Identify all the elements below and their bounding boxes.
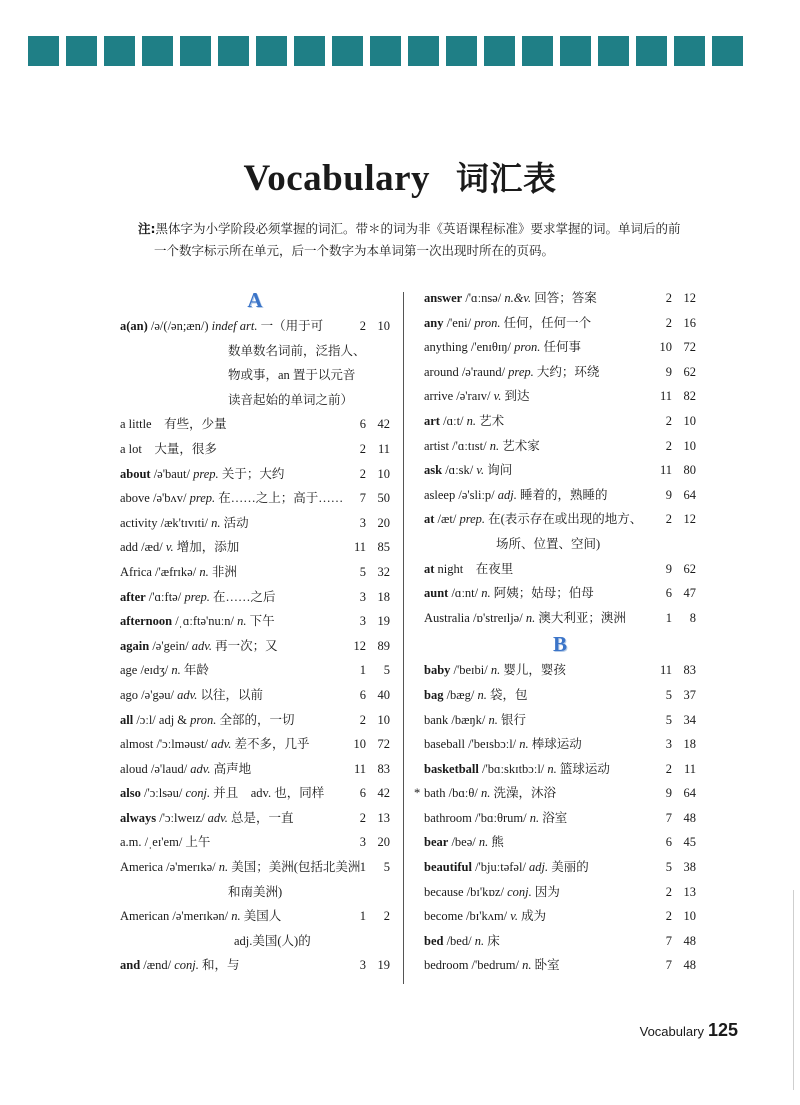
entry-text: Africa /'æfrɪkə/ n. 非洲: [120, 564, 237, 579]
vocab-entry: [424, 557, 696, 582]
entry-text: basketball /'bɑːskɪtbɔːl/ n. 篮球运动: [424, 761, 610, 776]
vocab-entry: [424, 806, 696, 831]
entry-text: American /ə'merɪkən/ n. 美国人: [120, 909, 282, 924]
entry-text: about /ə'baut/ prep. 关于；大约: [120, 466, 285, 481]
entry-text: always /'ɔːlweɪz/ adv. 总是，一直: [120, 810, 294, 825]
entry-page: 2: [383, 909, 390, 924]
entry-page: 11: [377, 441, 390, 456]
vocab-entry: [424, 732, 696, 757]
vocab-entry: [120, 683, 390, 708]
entry-text: also /'ɔːlsəu/ conj. 并且 adv. 也，同样: [120, 786, 325, 801]
vocab-entry: [120, 658, 390, 683]
entry-page: 10: [683, 438, 696, 453]
vocab-entry: [424, 532, 696, 557]
entry-unit: 2: [665, 761, 672, 776]
entry-unit: 7: [665, 810, 672, 825]
entry-page: 85: [377, 540, 390, 555]
entry-unit: 10: [353, 737, 366, 752]
entry-continuation: 和南美洲): [228, 884, 283, 899]
entry-unit: 2: [665, 512, 672, 527]
entry-page: 83: [377, 761, 390, 776]
vocab-entry: [120, 462, 390, 487]
entry-page: 42: [377, 417, 390, 432]
entry-unit: 7: [665, 933, 672, 948]
column-divider: [403, 292, 404, 984]
entry-text: a.m. /ˌeɪ'em/ 上午: [120, 835, 211, 850]
entry-page: 45: [683, 835, 696, 850]
entry-unit: 1: [359, 860, 366, 875]
entry-unit: 2: [665, 438, 672, 453]
vocab-entry: [424, 409, 696, 434]
entry-unit: 1: [665, 610, 672, 625]
entry-text: almost /'ɔːlməust/ adv. 差不多，几乎: [120, 737, 310, 752]
entry-unit: 2: [359, 319, 366, 333]
entry-text: a(an) /ə/(/ən;æn/) indef art. 一（用于可: [120, 319, 324, 333]
entry-text: anything /'enɪθɪŋ/ pron. 任何事: [424, 340, 582, 355]
entry-page: 18: [377, 589, 390, 604]
entry-text: age /eɪdʒ/ n. 年龄: [120, 663, 209, 678]
entry-continuation: 读音起始的单词之前）: [228, 392, 354, 407]
entry-text: become /bɪ'kʌm/ v. 成为: [424, 909, 547, 924]
entry-page: 5: [383, 860, 390, 875]
entry-text: afternoon /ˌɑːftə'nuːn/ n. 下午: [120, 614, 275, 629]
vocab-entry: [120, 314, 390, 339]
usage-note: [138, 218, 698, 262]
right-entry-list-a: [424, 286, 696, 630]
entry-page: 16: [683, 315, 696, 330]
entry-unit: 10: [659, 340, 672, 355]
vocab-entry: [120, 757, 390, 782]
entry-text: any /'eni/ pron. 任何，任何一个: [424, 315, 592, 330]
entry-unit: 9: [665, 561, 672, 576]
entry-unit: 2: [359, 712, 366, 727]
entry-text: ago /ə'gəu/ adv. 以往，以前: [120, 687, 263, 702]
entry-unit: 3: [359, 515, 366, 530]
entry-text: artist /'ɑːtɪst/ n. 艺术家: [424, 438, 540, 453]
entry-text: baseball /'beɪsbɔːl/ n. 棒球运动: [424, 737, 582, 752]
entry-text: bag /bæg/ n. 袋，包: [424, 687, 528, 702]
entry-text: add /æd/ v. 增加，添加: [120, 540, 240, 555]
entry-text: bear /beə/ n. 熊: [424, 835, 504, 850]
entry-page: 38: [683, 860, 696, 875]
band-square: [712, 36, 743, 66]
vocab-entry: [120, 511, 390, 536]
entry-text: aloud /ə'laud/ adv. 高声地: [120, 761, 252, 776]
entry-continuation: 场所、位置、空间): [496, 536, 601, 551]
vocab-entry: [424, 360, 696, 385]
entry-text: Australia /ɒ'streɪljə/ n. 澳大利亚；澳洲: [424, 610, 626, 625]
entry-page: 64: [683, 786, 696, 801]
page-footer: [640, 1020, 738, 1041]
vocab-entry: [424, 683, 696, 708]
band-square: [180, 36, 211, 66]
vocab-entry: [120, 953, 390, 978]
entry-page: 20: [377, 835, 390, 850]
entry-text: answer /'ɑːnsə/ n.&v. 回答；答案: [424, 291, 597, 305]
vocab-entry: [120, 339, 390, 364]
note-line-1: 黑体字为小学阶段必须掌握的词汇。带＊的词为非《英语课程标准》要求掌握的词。单词后的前: [155, 221, 681, 236]
band-square: [66, 36, 97, 66]
page-edge-line: [793, 890, 794, 1090]
entry-page: 62: [683, 561, 696, 576]
entry-text: arrive /ə'raɪv/ v. 到达: [424, 389, 530, 404]
band-square: [142, 36, 173, 66]
vocab-entry: [120, 830, 390, 855]
entry-page: 10: [377, 319, 390, 333]
section-letter-b: B: [552, 632, 567, 657]
entry-page: 10: [377, 466, 390, 481]
entry-page: 20: [377, 515, 390, 530]
entry-text: again /ə'gein/ adv. 再一次；又: [120, 638, 278, 653]
vocab-entry: [424, 904, 696, 929]
entry-text: aunt /ɑːnt/ n. 阿姨；姑母；伯母: [424, 586, 594, 601]
vocab-entry: [120, 781, 390, 806]
entry-unit: 11: [353, 761, 366, 776]
entry-text: at /æt/ prep. 在(表示存在或出现的地方、: [424, 512, 643, 527]
entry-page: 50: [377, 491, 390, 506]
entry-page: 83: [683, 663, 696, 678]
entry-unit: 2: [359, 810, 366, 825]
vocab-entry: [120, 585, 390, 610]
vocab-entry: [120, 560, 390, 585]
entry-unit: 11: [659, 663, 672, 678]
vocab-entry: [120, 880, 390, 905]
entry-text: above /ə'bʌv/ prep. 在……之上；高于……: [120, 491, 344, 506]
vocab-entry: [424, 434, 696, 459]
entry-page: 80: [683, 463, 696, 478]
entry-page: 18: [683, 737, 696, 752]
entry-text: a lot 大量，很多: [120, 441, 217, 456]
vocab-entry: [424, 311, 696, 336]
entry-page: 48: [683, 958, 696, 973]
entry-text: bath /bɑːθ/ n. 洗澡，沐浴: [424, 786, 556, 801]
entry-text: activity /æk'tɪvɪti/ n. 活动: [120, 515, 249, 530]
entry-unit: 6: [359, 687, 366, 702]
vocab-entry: [424, 606, 696, 631]
entry-page: 11: [683, 761, 696, 776]
vocab-entry: [120, 609, 390, 634]
entry-unit: 1: [359, 909, 366, 924]
entry-text: after /'ɑːftə/ prep. 在……之后: [120, 589, 276, 604]
vocab-entry: [424, 929, 696, 954]
entry-page: 10: [683, 413, 696, 428]
entry-unit: 11: [353, 540, 366, 555]
vocab-entry: [120, 634, 390, 659]
entry-unit: 3: [359, 589, 366, 604]
band-square: [484, 36, 515, 66]
note-label: 注:: [138, 221, 156, 236]
entry-page: 34: [683, 712, 696, 727]
entry-page: 10: [683, 909, 696, 924]
entry-text: asleep /ə'sliːp/ adj. 睡着的，熟睡的: [424, 487, 608, 502]
entry-unit: 5: [665, 712, 672, 727]
entry-text: bedroom /'bedrum/ n. 卧室: [424, 958, 560, 973]
entry-text: ask /ɑːsk/ v. 询问: [424, 463, 513, 478]
entry-unit: 2: [665, 413, 672, 428]
entry-unit: 6: [359, 786, 366, 801]
entry-unit: 11: [659, 463, 672, 478]
entry-page: 72: [377, 737, 390, 752]
entry-page: 89: [377, 638, 390, 653]
vocab-entry: [120, 486, 390, 511]
entry-unit: 5: [665, 860, 672, 875]
entry-text: at night 在夜里: [424, 561, 514, 576]
entry-page: 62: [683, 364, 696, 379]
band-square: [598, 36, 629, 66]
entry-unit: 9: [665, 364, 672, 379]
entry-unit: 2: [665, 884, 672, 899]
entry-unit: 2: [665, 291, 672, 305]
entry-page: 19: [377, 614, 390, 629]
vocab-entry: [120, 535, 390, 560]
entry-text: a little 有些，少量: [120, 417, 227, 432]
vocab-entry: [424, 855, 696, 880]
band-square: [674, 36, 705, 66]
vocab-entry: [120, 904, 390, 929]
entry-unit: 6: [665, 835, 672, 850]
entry-page: 42: [377, 786, 390, 801]
entry-page: 48: [683, 810, 696, 825]
entry-unit: 5: [359, 564, 366, 579]
entry-text: because /bɪ'kɒz/ conj. 因为: [424, 884, 560, 899]
header-band: [28, 36, 750, 66]
page-title: [0, 153, 800, 200]
entry-page: 19: [377, 958, 390, 973]
entry-continuation: 数单数名词前，泛指人、: [228, 343, 366, 358]
entry-page: 12: [683, 291, 696, 305]
entry-unit: 2: [359, 441, 366, 456]
entry-text: America /ə'merɪkə/ n. 美国；美洲(包括北美洲: [120, 860, 361, 875]
vocab-entry: [424, 483, 696, 508]
entry-text: bed /bed/ n. 床: [424, 933, 500, 948]
right-entry-list-b: [414, 658, 696, 978]
entry-text: art /ɑːt/ n. 艺术: [424, 413, 505, 428]
entry-page: 10: [377, 712, 390, 727]
band-square: [294, 36, 325, 66]
entry-unit: 1: [359, 663, 366, 678]
entry-text: around /ə'raund/ prep. 大约；环绕: [424, 364, 600, 379]
entry-unit: 7: [665, 958, 672, 973]
vocab-entry: [120, 929, 390, 954]
right-column: [414, 286, 696, 978]
band-square: [370, 36, 401, 66]
band-square: [522, 36, 553, 66]
vocab-entry: [120, 732, 390, 757]
vocab-entry: [424, 757, 696, 782]
entry-text: beautiful /'bjuːtəfəl/ adj. 美丽的: [424, 860, 589, 875]
note-line-2: 一个数字标示所在单元，后一个数字为本单词第一次出现时所在的页码。: [154, 243, 555, 258]
entry-unit: 2: [665, 909, 672, 924]
band-square: [446, 36, 477, 66]
left-entry-list: [120, 314, 390, 978]
band-square: [560, 36, 591, 66]
vocab-entry: [424, 507, 696, 532]
entry-page: 82: [683, 389, 696, 404]
vocab-entry: [424, 708, 696, 733]
band-square: [408, 36, 439, 66]
entry-page: 72: [683, 340, 696, 355]
entry-unit: 11: [659, 389, 672, 404]
band-square: [28, 36, 59, 66]
entry-unit: 3: [665, 737, 672, 752]
entry-page: 64: [683, 487, 696, 502]
vocab-entry: [424, 458, 696, 483]
left-column: [120, 286, 390, 978]
entry-unit: 9: [665, 786, 672, 801]
title-chinese: 词汇表: [456, 159, 557, 198]
vocab-entry: [424, 830, 696, 855]
vocab-entry: [120, 806, 390, 831]
entry-unit: 3: [359, 614, 366, 629]
entry-unit: 9: [665, 487, 672, 502]
band-square: [218, 36, 249, 66]
entry-page: 32: [377, 564, 390, 579]
entry-continuation: adj.美国(人)的: [234, 933, 311, 948]
entry-page: 5: [383, 663, 390, 678]
vocab-entry: [120, 708, 390, 733]
entry-unit: 2: [665, 315, 672, 330]
entry-unit: 2: [359, 466, 366, 481]
band-square: [256, 36, 287, 66]
entry-unit: 6: [359, 417, 366, 432]
footer-label: Vocabulary: [639, 1024, 704, 1039]
vocab-entry: [424, 880, 696, 905]
non-standard-marker: *: [414, 786, 421, 801]
entry-text: all /ɔːl/ adj & pron. 全部的，一切: [120, 712, 295, 727]
entry-unit: 3: [359, 835, 366, 850]
entry-page: 13: [683, 884, 696, 899]
entry-page: 13: [377, 810, 390, 825]
entry-text: bank /bæŋk/ n. 银行: [424, 712, 527, 727]
vocab-entry: [414, 781, 696, 806]
entry-unit: 3: [359, 958, 366, 973]
entry-page: 37: [683, 687, 696, 702]
vocab-entry: [424, 658, 696, 683]
band-square: [332, 36, 363, 66]
entry-unit: 12: [353, 638, 366, 653]
vocab-entry: [120, 388, 390, 413]
entry-page: 47: [683, 586, 696, 601]
entry-unit: 5: [665, 687, 672, 702]
vocab-entry: [120, 363, 390, 388]
title-english: Vocabulary: [243, 158, 431, 199]
band-square: [636, 36, 667, 66]
vocab-entry: [120, 437, 390, 462]
vocab-entry: [424, 953, 696, 978]
entry-page: 48: [683, 933, 696, 948]
vocab-entry: [424, 286, 696, 311]
vocab-entry: [120, 412, 390, 437]
vocab-entry: [424, 335, 696, 360]
entry-text: and /ænd/ conj. 和，与: [120, 958, 240, 973]
vocab-entry: [424, 384, 696, 409]
entry-page: 8: [689, 610, 696, 625]
section-letter-a: A: [247, 288, 263, 312]
vocab-entry: [120, 855, 390, 880]
entry-page: 40: [377, 687, 390, 702]
entry-text: bathroom /'bɑːθrum/ n. 浴室: [424, 810, 568, 825]
entry-text: baby /'beɪbi/ n. 婴儿，婴孩: [424, 663, 566, 678]
band-square: [104, 36, 135, 66]
entry-unit: 7: [359, 491, 366, 506]
entry-unit: 6: [665, 586, 672, 601]
entry-continuation: 物或事，an 置于以元音: [228, 368, 356, 383]
entry-page: 12: [683, 512, 696, 527]
vocab-entry: [424, 581, 696, 606]
page-number: 125: [707, 1020, 738, 1040]
